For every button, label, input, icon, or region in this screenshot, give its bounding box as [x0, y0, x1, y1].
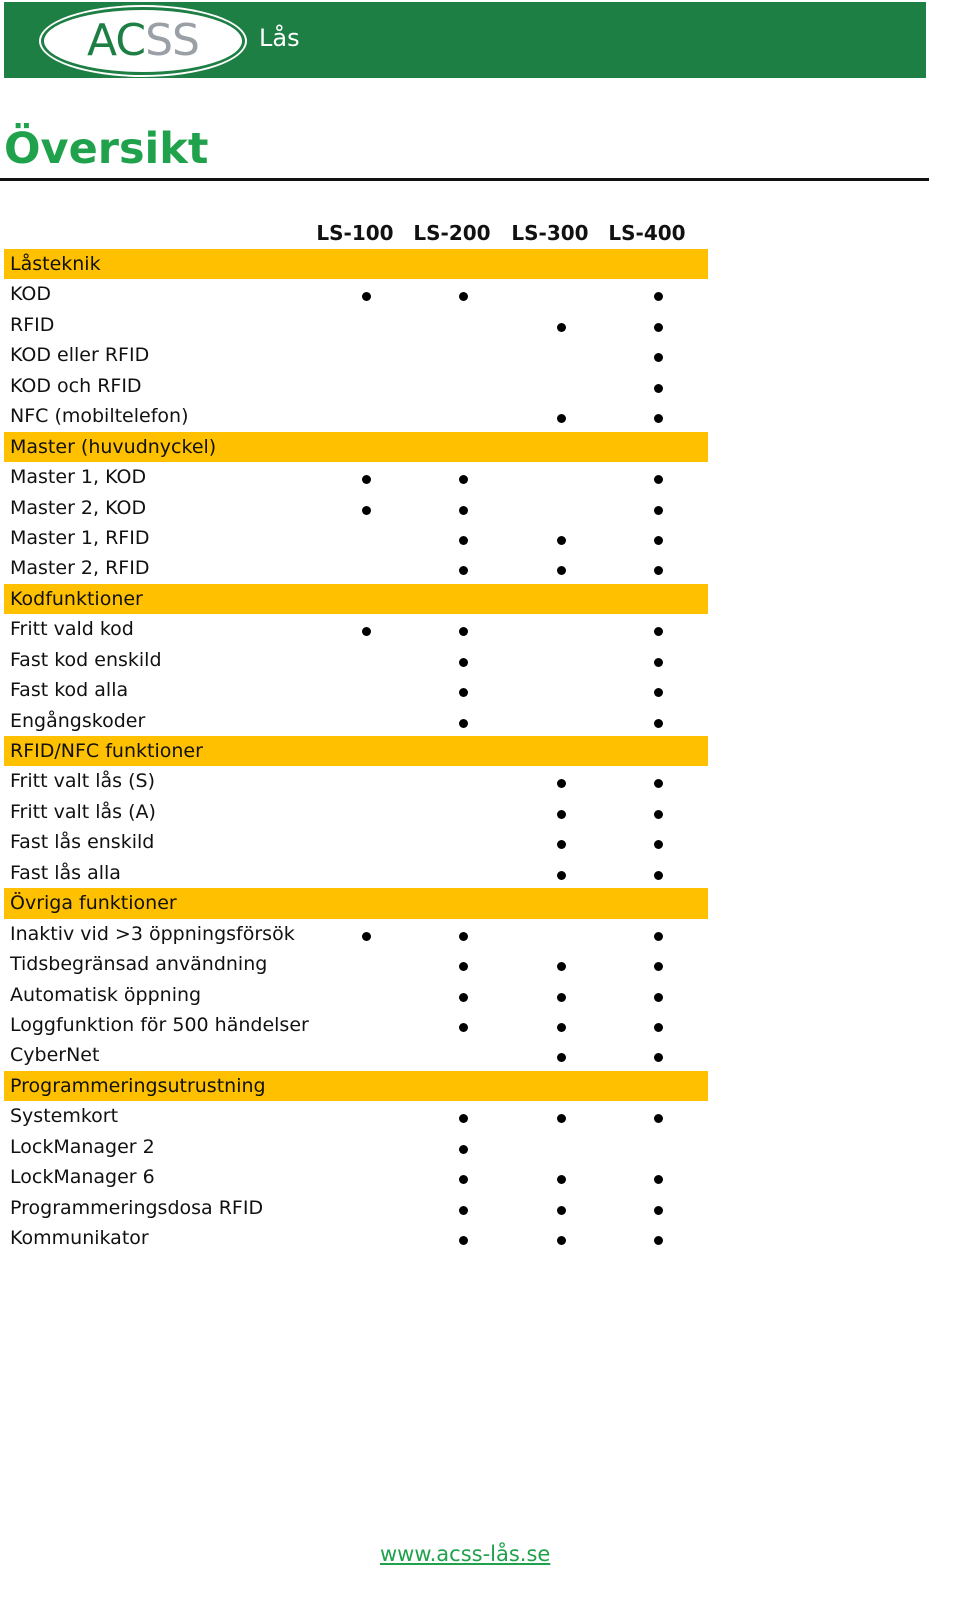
- feature-cell: [608, 493, 708, 523]
- bullet-dot-icon: [459, 1114, 468, 1123]
- feature-cell: [608, 340, 708, 370]
- feature-cell: [608, 1040, 708, 1070]
- row-label: KOD eller RFID: [10, 344, 150, 367]
- section-header-row: [4, 1071, 708, 1101]
- bullet-dot-icon: [459, 1206, 468, 1215]
- bullet-dot-icon: [557, 871, 566, 880]
- feature-cell: [413, 706, 513, 736]
- row-label: Engångskoder: [10, 709, 146, 732]
- feature-cell: [511, 1193, 611, 1223]
- bullet-dot-icon: [557, 323, 566, 332]
- feature-cell: [413, 1010, 513, 1040]
- table-row: [4, 1223, 708, 1253]
- feature-cell: [608, 401, 708, 431]
- row-label: Automatisk öppning: [10, 983, 202, 1006]
- bullet-dot-icon: [557, 810, 566, 819]
- table-row: [4, 493, 708, 523]
- bullet-dot-icon: [654, 353, 663, 362]
- logo-text-right: SS: [145, 15, 199, 66]
- feature-cell: [511, 1223, 611, 1253]
- table-row: [4, 797, 708, 827]
- feature-cell: [608, 523, 708, 553]
- bullet-dot-icon: [362, 627, 371, 636]
- feature-cell: [608, 949, 708, 979]
- bullet-dot-icon: [654, 840, 663, 849]
- feature-cell: [413, 1223, 513, 1253]
- bullet-dot-icon: [459, 475, 468, 484]
- feature-cell: [511, 523, 611, 553]
- feature-cell: [413, 919, 513, 949]
- section-label: Master (huvudnyckel): [10, 435, 217, 458]
- feature-cell: [608, 371, 708, 401]
- bullet-dot-icon: [654, 932, 663, 941]
- bullet-dot-icon: [459, 292, 468, 301]
- feature-cell: [511, 401, 611, 431]
- bullet-dot-icon: [654, 506, 663, 515]
- table-row: [4, 858, 708, 888]
- section-header-row: [4, 584, 708, 614]
- table-row: [4, 645, 708, 675]
- table-row: [4, 1010, 708, 1040]
- feature-cell: [608, 310, 708, 340]
- row-label: LockManager 2: [10, 1135, 155, 1158]
- bullet-dot-icon: [459, 1236, 468, 1245]
- feature-cell: [316, 493, 416, 523]
- section-label: Programmeringsutrustning: [10, 1074, 266, 1097]
- bullet-dot-icon: [557, 993, 566, 1002]
- feature-cell: [316, 279, 416, 309]
- bullet-dot-icon: [557, 1023, 566, 1032]
- table-row: [4, 766, 708, 796]
- row-label: Master 2, RFID: [10, 557, 150, 580]
- feature-cell: [413, 614, 513, 644]
- feature-cell: [511, 980, 611, 1010]
- bullet-dot-icon: [459, 536, 468, 545]
- column-header-ls-400: LS-400: [608, 221, 686, 245]
- section-label: Kodfunktioner: [10, 587, 143, 610]
- feature-cell: [608, 1223, 708, 1253]
- footer-website-link[interactable]: www.acss-lås.se: [380, 1542, 551, 1566]
- bullet-dot-icon: [654, 292, 663, 301]
- feature-cell: [413, 675, 513, 705]
- table-row: [4, 340, 708, 370]
- feature-cell: [511, 1010, 611, 1040]
- feature-cell: [316, 462, 416, 492]
- table-row: [4, 310, 708, 340]
- feature-cell: [413, 645, 513, 675]
- row-label: Inaktiv vid >3 öppningsförsök: [10, 922, 295, 945]
- bullet-dot-icon: [459, 962, 468, 971]
- bullet-dot-icon: [459, 1175, 468, 1184]
- feature-cell: [608, 553, 708, 583]
- table-row: [4, 371, 708, 401]
- row-label: Systemkort: [10, 1105, 119, 1128]
- table-row: [4, 919, 708, 949]
- bullet-dot-icon: [557, 566, 566, 575]
- feature-cell: [413, 523, 513, 553]
- bullet-dot-icon: [362, 292, 371, 301]
- row-label: Master 1, KOD: [10, 466, 147, 489]
- bullet-dot-icon: [654, 993, 663, 1002]
- bullet-dot-icon: [654, 1114, 663, 1123]
- feature-cell: [413, 1193, 513, 1223]
- feature-cell: [413, 462, 513, 492]
- header-bar: [4, 2, 926, 78]
- bullet-dot-icon: [557, 962, 566, 971]
- column-header-ls-300: LS-300: [511, 221, 589, 245]
- feature-cell: [608, 827, 708, 857]
- feature-cell: [608, 1101, 708, 1131]
- row-label: Fritt vald kod: [10, 618, 134, 641]
- feature-cell: [511, 1162, 611, 1192]
- bullet-dot-icon: [459, 932, 468, 941]
- bullet-dot-icon: [557, 1114, 566, 1123]
- bullet-dot-icon: [459, 688, 468, 697]
- table-row: [4, 1101, 708, 1131]
- bullet-dot-icon: [654, 1206, 663, 1215]
- bullet-dot-icon: [362, 506, 371, 515]
- feature-cell: [316, 919, 416, 949]
- row-label: Master 2, KOD: [10, 496, 147, 519]
- feature-cell: [608, 980, 708, 1010]
- bullet-dot-icon: [654, 719, 663, 728]
- feature-cell: [511, 949, 611, 979]
- row-label: Fast lås enskild: [10, 831, 155, 854]
- title-divider: [0, 178, 929, 181]
- section-header-row: [4, 888, 708, 918]
- feature-cell: [608, 1193, 708, 1223]
- row-label: Kommunikator: [10, 1227, 149, 1249]
- table-row: [4, 827, 708, 857]
- row-label: Fritt valt lås (S): [10, 770, 155, 793]
- bullet-dot-icon: [654, 323, 663, 332]
- section-label: Övriga funktioner: [10, 892, 177, 915]
- column-header-ls-100: LS-100: [316, 221, 394, 245]
- feature-cell: [608, 645, 708, 675]
- bullet-dot-icon: [654, 779, 663, 788]
- bullet-dot-icon: [557, 840, 566, 849]
- row-label: RFID: [10, 313, 55, 336]
- bullet-dot-icon: [654, 566, 663, 575]
- section-header-row: [4, 432, 708, 462]
- bullet-dot-icon: [459, 627, 468, 636]
- bullet-dot-icon: [654, 627, 663, 636]
- table-row: [4, 706, 708, 736]
- table-row: [4, 1040, 708, 1070]
- bullet-dot-icon: [557, 1206, 566, 1215]
- bullet-dot-icon: [459, 1023, 468, 1032]
- feature-cell: [608, 706, 708, 736]
- table-row: [4, 614, 708, 644]
- feature-cell: [413, 1101, 513, 1131]
- feature-cell: [316, 614, 416, 644]
- bullet-dot-icon: [654, 536, 663, 545]
- row-label: Fast lås alla: [10, 861, 121, 884]
- feature-cell: [608, 919, 708, 949]
- feature-cell: [608, 797, 708, 827]
- table-row: [4, 949, 708, 979]
- bullet-dot-icon: [362, 475, 371, 484]
- feature-cell: [413, 949, 513, 979]
- row-label: Tidsbegränsad användning: [10, 953, 268, 976]
- row-label: NFC (mobiltelefon): [10, 405, 189, 428]
- feature-cell: [511, 1040, 611, 1070]
- bullet-dot-icon: [654, 1023, 663, 1032]
- table-row: [4, 553, 708, 583]
- bullet-dot-icon: [459, 658, 468, 667]
- feature-cell: [511, 1101, 611, 1131]
- bullet-dot-icon: [557, 536, 566, 545]
- bullet-dot-icon: [459, 566, 468, 575]
- bullet-dot-icon: [654, 1175, 663, 1184]
- bullet-dot-icon: [557, 1053, 566, 1062]
- bullet-dot-icon: [459, 1145, 468, 1154]
- feature-cell: [413, 1132, 513, 1162]
- section-header-row: [4, 736, 708, 766]
- table-row: [4, 523, 708, 553]
- row-label: Fast kod alla: [10, 679, 129, 702]
- bullet-dot-icon: [654, 1053, 663, 1062]
- feature-cell: [413, 553, 513, 583]
- row-label: Loggfunktion för 500 händelser: [10, 1013, 309, 1036]
- page-title: Översikt: [4, 124, 209, 174]
- feature-cell: [608, 858, 708, 888]
- table-row: [4, 1193, 708, 1223]
- feature-cell: [511, 827, 611, 857]
- feature-cell: [413, 980, 513, 1010]
- bullet-dot-icon: [362, 932, 371, 941]
- bullet-dot-icon: [654, 810, 663, 819]
- feature-cell: [511, 858, 611, 888]
- row-label: Programmeringsdosa RFID: [10, 1196, 264, 1219]
- table-row: [4, 401, 708, 431]
- table-row: [4, 980, 708, 1010]
- row-label: KOD och RFID: [10, 374, 142, 397]
- section-label: Låsteknik: [10, 253, 101, 275]
- header-subtitle: Lås: [259, 24, 300, 52]
- bullet-dot-icon: [557, 414, 566, 423]
- feature-cell: [608, 279, 708, 309]
- row-label: Fritt valt lås (A): [10, 800, 156, 823]
- row-label: LockManager 6: [10, 1166, 155, 1189]
- table-row: [4, 462, 708, 492]
- feature-cell: [511, 553, 611, 583]
- feature-cell: [413, 493, 513, 523]
- bullet-dot-icon: [654, 414, 663, 423]
- table-row: [4, 279, 708, 309]
- bullet-dot-icon: [654, 688, 663, 697]
- bullet-dot-icon: [557, 779, 566, 788]
- feature-cell: [608, 462, 708, 492]
- bullet-dot-icon: [459, 719, 468, 728]
- feature-cell: [608, 675, 708, 705]
- feature-cell: [511, 766, 611, 796]
- feature-cell: [608, 1010, 708, 1040]
- bullet-dot-icon: [654, 658, 663, 667]
- table-row: [4, 1132, 708, 1162]
- acss-logo: [44, 10, 242, 72]
- section-label: RFID/NFC funktioner: [10, 740, 203, 762]
- logo-text-left: AC: [87, 15, 146, 66]
- column-header-ls-200: LS-200: [413, 221, 491, 245]
- table-row: [4, 1162, 708, 1192]
- row-label: CyberNet: [10, 1044, 100, 1067]
- table-row: [4, 675, 708, 705]
- row-label: Fast kod enskild: [10, 648, 162, 671]
- feature-cell: [608, 1162, 708, 1192]
- feature-cell: [608, 766, 708, 796]
- bullet-dot-icon: [654, 475, 663, 484]
- feature-cell: [511, 797, 611, 827]
- bullet-dot-icon: [459, 506, 468, 515]
- row-label: Master 1, RFID: [10, 526, 150, 549]
- bullet-dot-icon: [557, 1175, 566, 1184]
- feature-cell: [608, 614, 708, 644]
- feature-cell: [511, 310, 611, 340]
- feature-cell: [413, 1162, 513, 1192]
- bullet-dot-icon: [459, 993, 468, 1002]
- section-header-row: [4, 249, 708, 279]
- bullet-dot-icon: [557, 1236, 566, 1245]
- comparison-table: [4, 249, 708, 1253]
- row-label: KOD: [10, 283, 52, 306]
- bullet-dot-icon: [654, 962, 663, 971]
- bullet-dot-icon: [654, 384, 663, 393]
- logo-text: [44, 10, 242, 72]
- bullet-dot-icon: [654, 1236, 663, 1245]
- feature-cell: [413, 279, 513, 309]
- bullet-dot-icon: [654, 871, 663, 880]
